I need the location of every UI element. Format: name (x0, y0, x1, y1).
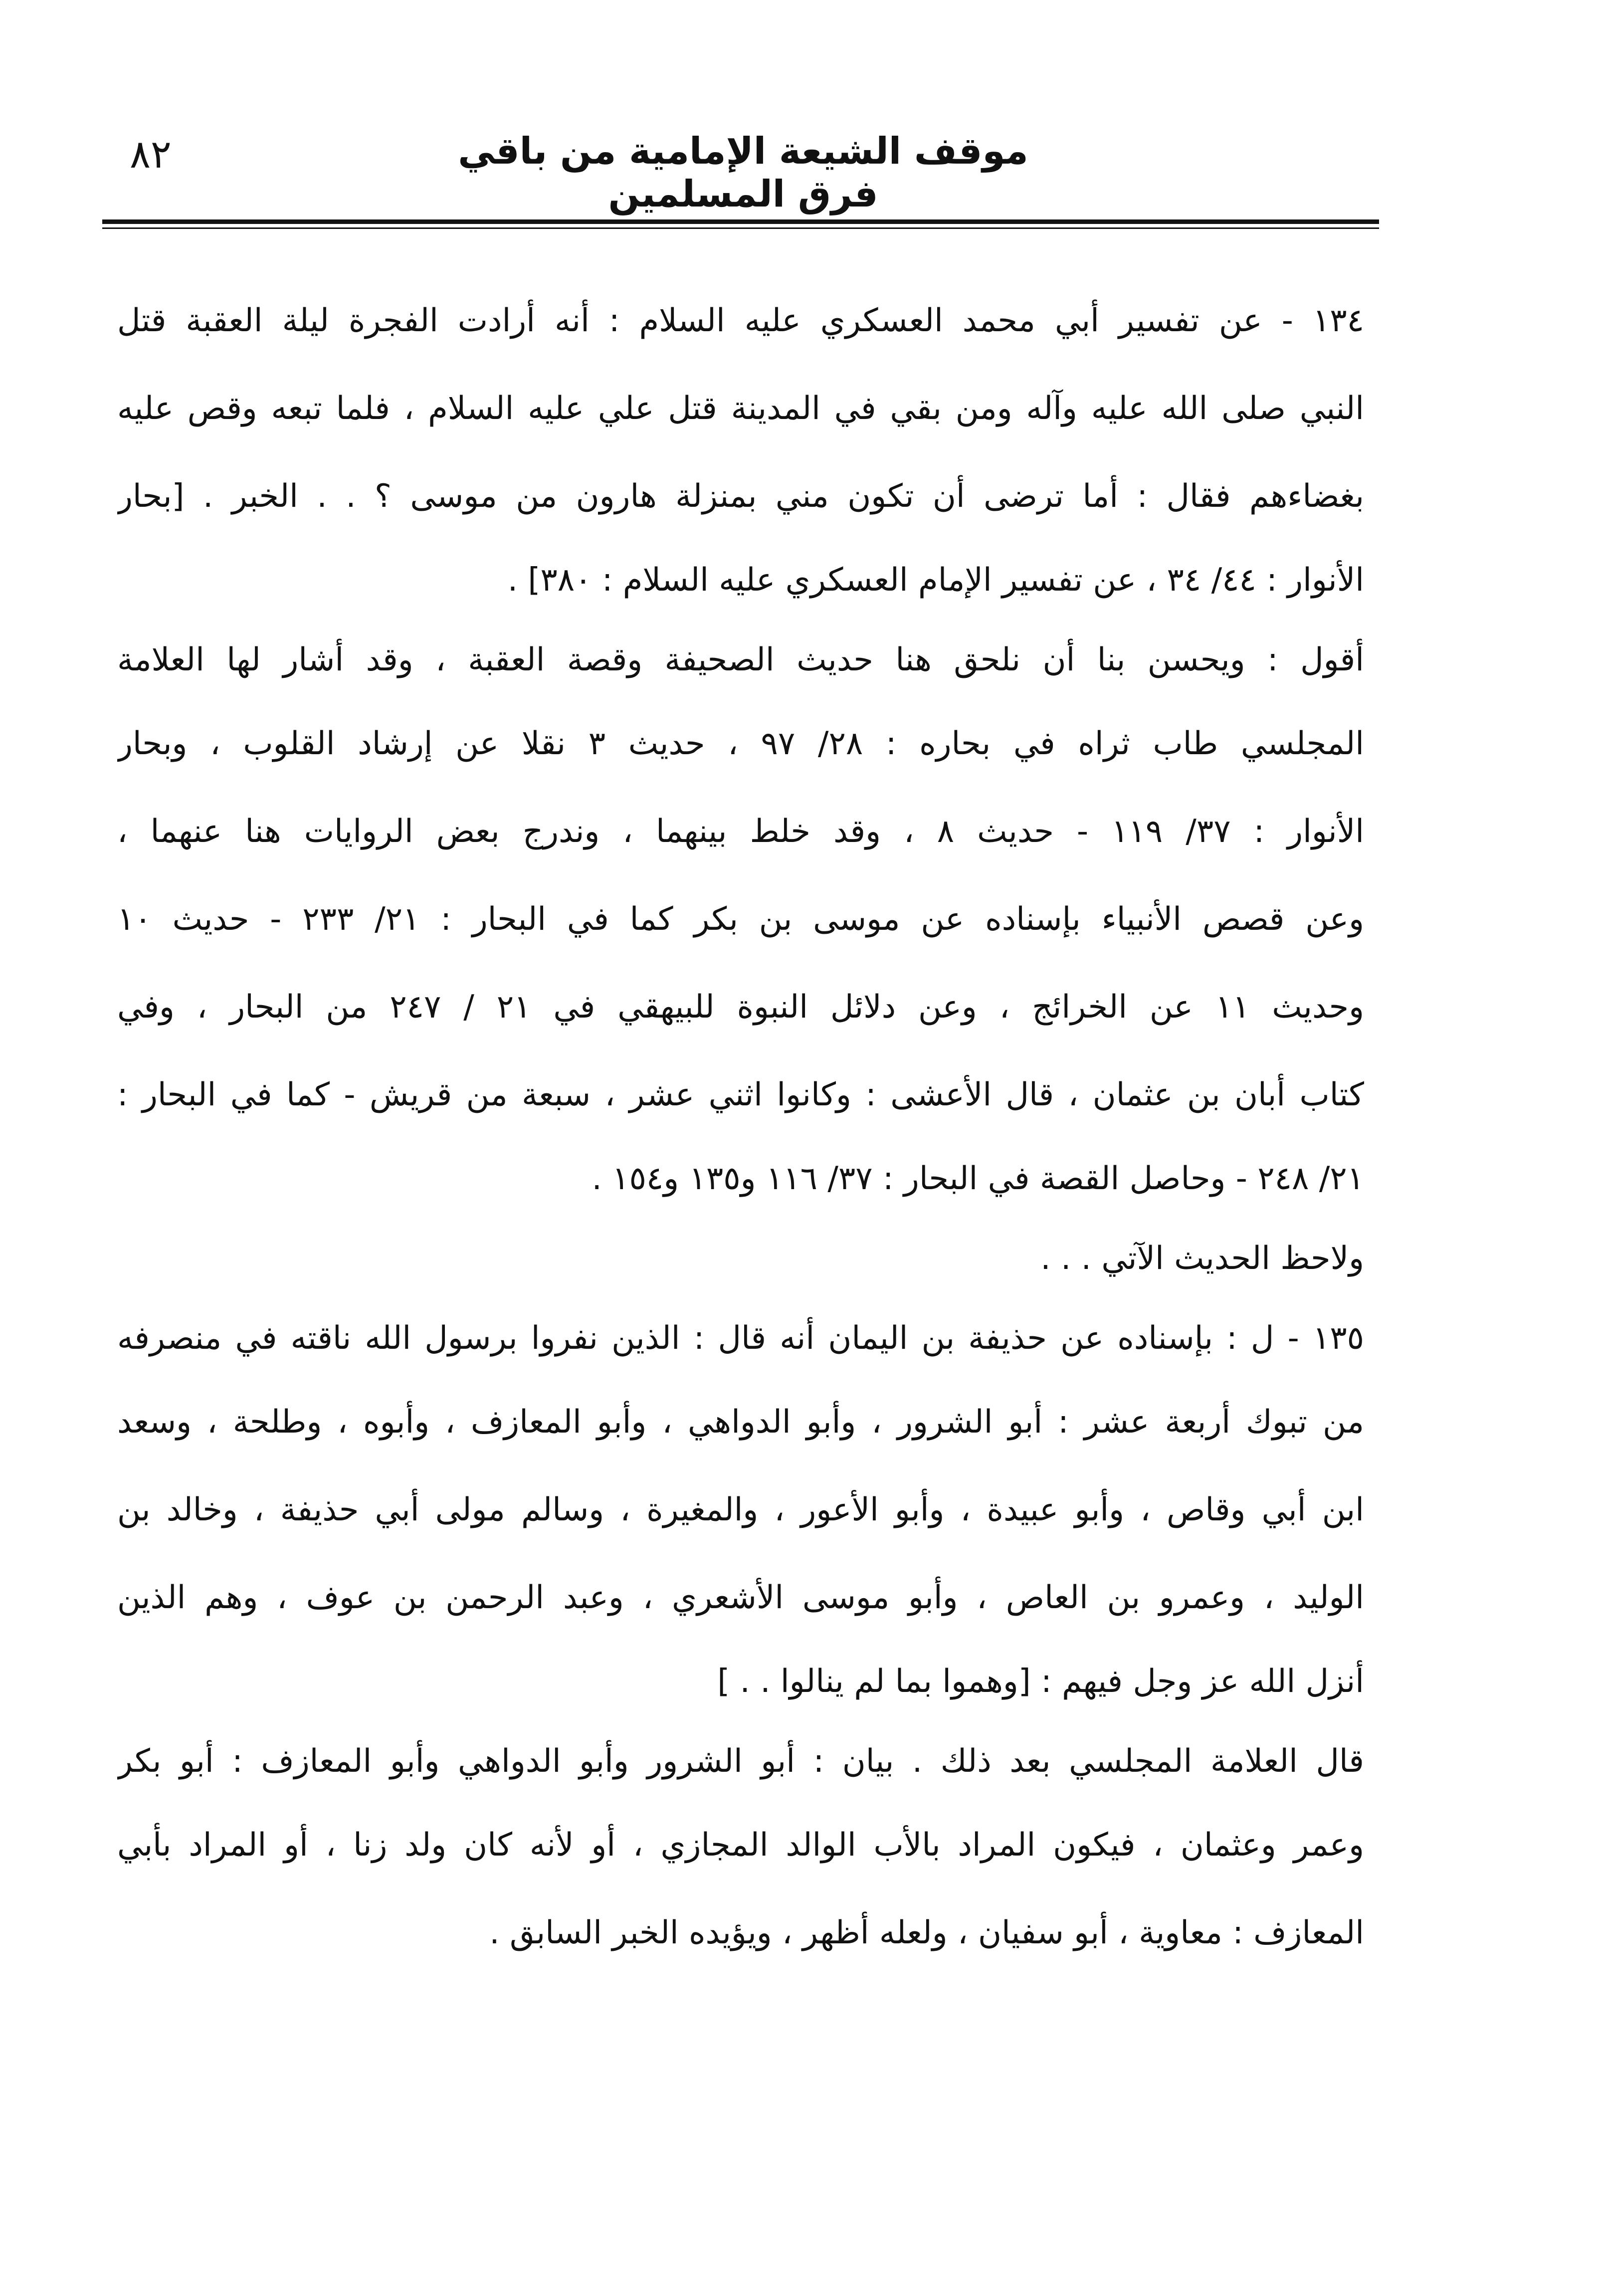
text-line: أنزل الله عز وجل فيهم : [وهموا بما لم ينالوا . . ] (717, 1663, 1364, 1700)
text-line: ٢١/ ٢٤٨ - وحاصل القصة في البحار : ٣٧/ ١١٦ و١٣٥ و١٥٤ . (592, 1160, 1364, 1197)
text-line: الوليد ، وعمرو بن العاص ، وأبو موسى الأشعري ، وعبد الرحمن بن عوف ، وهم الذين (117, 1579, 1364, 1616)
text-line: من تبوك أربعة عشر : أبو الشرور ، وأبو الدواهي ، وأبو المعازف ، وأبوه ، وطلحة ، وسعد (117, 1404, 1364, 1441)
page-number: ٨٢ (130, 132, 172, 177)
text-line: بغضاءهم فقال : أما ترضى أن تكون مني بمنزلة هارون من موسى ؟ . . الخبر . [بحار (117, 478, 1364, 515)
paragraph-hadith-135 (117, 1298, 1364, 1721)
text-line: كتاب أبان بن عثمان ، قال الأعشى : وكانوا اثني عشر ، سبعة من قريش - كما في البحار : (117, 1076, 1364, 1113)
text-line: وحديث ١١ عن الخرائج ، وعن دلائل النبوة للبيهقي في ٢١ / ٢٤٧ من البحار ، وفي (117, 989, 1364, 1026)
header-rule-thin (102, 227, 1379, 229)
paragraph-note (117, 1219, 1364, 1298)
text-line: ١٣٥ - ل : بإسناده عن حذيفة بن اليمان أنه قال : الذين نفروا برسول الله ناقته في منصرفه (117, 1320, 1364, 1357)
running-title: موقف الشيعة الإمامية من باقي فرق المسلمين (458, 130, 1028, 215)
header-rule-thick (102, 219, 1379, 224)
text-line: المجلسي طاب ثراه في بحاره : ٢٨/ ٩٧ ، حديث ٣ نقلا عن إرشاد القلوب ، وبحار (117, 725, 1364, 762)
text-line: ١٣٤ - عن تفسير أبي محمد العسكري عليه السلام : أنه أرادت الفجرة ليلة العقبة قتل (117, 302, 1364, 339)
text-line: النبي صلى الله عليه وآله ومن بقي في المدينة قتل علي عليه السلام ، فلما تبعه وقص عليه (117, 390, 1364, 427)
paragraph-majlisi-explanation (117, 1721, 1364, 1977)
text-line: ولاحظ الحديث الآتي . . . (1040, 1240, 1364, 1277)
text-line: المعازف : معاوية ، أبو سفيان ، ولعله أظهر ، ويؤيده الخبر السابق . (489, 1914, 1364, 1951)
paragraph-hadith-134 (117, 277, 1364, 620)
text-line: أقول : ويحسن بنا أن نلحق هنا حديث الصحيفة وقصة العقبة ، وقد أشار لها العلامة (117, 641, 1364, 678)
paragraph-commentary (117, 620, 1364, 1219)
body-text (117, 277, 1364, 1977)
text-line: الأنوار : ٣٧/ ١١٩ - حديث ٨ ، وقد خلط بينهما ، وندرج بعض الروايات هنا عنهما ، (117, 813, 1364, 850)
text-line: قال العلامة المجلسي بعد ذلك . بيان : أبو الشرور وأبو الدواهي وأبو المعازف : أبو بكر (117, 1743, 1364, 1780)
text-line: الأنوار : ٤٤/ ٣٤ ، عن تفسير الإمام العسكري عليه السلام : ٣٨٠] . (507, 562, 1364, 599)
text-line: وعمر وعثمان ، فيكون المراد بالأب الوالد المجازي ، أو لأنه كان ولد زنا ، أو المراد بأبي (117, 1827, 1364, 1864)
text-line: وعن قصص الأنبياء بإسناده عن موسى بن بكر كما في البحار : ٢١/ ٢٣٣ - حديث ١٠ (117, 901, 1364, 938)
text-line: ابن أبي وقاص ، وأبو عبيدة ، وأبو الأعور ، والمغيرة ، وسالم مولى أبي حذيفة ، وخالد بن (117, 1491, 1364, 1528)
